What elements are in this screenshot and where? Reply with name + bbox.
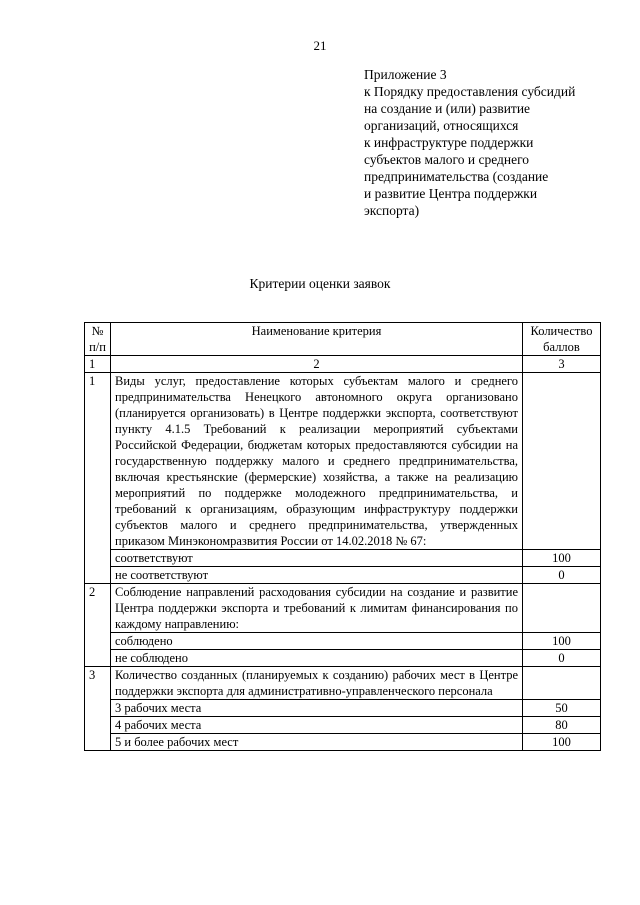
criterion-score-empty	[523, 667, 601, 700]
option-row	[85, 734, 601, 751]
col-number: 3	[523, 356, 601, 373]
criterion-text: Соблюдение направлений расходования субсидии на создание и развитие Центра поддержки экспорта и требований к лимитам финансирования по каждому направлению:	[111, 584, 523, 633]
criterion-num: 3	[85, 667, 111, 751]
option-label: соответствуют	[111, 550, 523, 567]
header-score-line: Количество	[530, 324, 593, 338]
option-score: 100	[523, 550, 601, 567]
criterion-num: 1	[85, 373, 111, 584]
option-score: 100	[523, 633, 601, 650]
criterion-row	[85, 584, 601, 633]
option-label: не соблюдено	[111, 650, 523, 667]
criterion-text: Виды услуг, предоставление которых субъектам малого и среднего предпринимательства Ненецкого автономного округа организовано (планируется организовать) в Центре поддержки экспорта, соответствуют пункту 4.1.5 Требований к реализации мероприятий субъектами Российской Федерации, бюджетам которых предоставляются субсидии на государственную поддержку малого и среднего предпринимательства, включая крестьянские (фермерские) хозяйства, а также на реализацию мероприятий по поддержке молодежного предпринимательства, и требований к организациям, образующим инфраструктуру поддержки субъектов малого и среднего предпринимательства, утвержденных приказом Минэкономразвития России от 14.02.2018 № 67:	[111, 373, 523, 550]
criterion-num: 2	[85, 584, 111, 667]
appendix-note	[364, 66, 604, 219]
document-title: Критерии оценки заявок	[249, 276, 391, 291]
appendix-line: предпринимательства (создание	[364, 169, 549, 184]
header-score	[523, 323, 601, 356]
column-number-row	[85, 356, 601, 373]
option-score: 0	[523, 650, 601, 667]
option-label: не соответствуют	[111, 567, 523, 584]
option-row	[85, 567, 601, 584]
option-label: 5 и более рабочих мест	[111, 734, 523, 751]
header-name: Наименование критерия	[111, 323, 523, 356]
option-score: 80	[523, 717, 601, 734]
criterion-text: Количество созданных (планируемых к созданию) рабочих мест в Центре поддержки экспорта для административно-управленческого персонала	[111, 667, 523, 700]
header-row	[85, 323, 601, 356]
appendix-line: к Порядку предоставления субсидий	[364, 84, 576, 99]
appendix-line: Приложение 3	[364, 67, 447, 82]
option-label: 3 рабочих места	[111, 700, 523, 717]
criterion-row	[85, 373, 601, 550]
appendix-line: и развитие Центра поддержки	[364, 186, 538, 201]
option-label: соблюдено	[111, 633, 523, 650]
appendix-line: на создание и (или) развитие	[364, 101, 531, 116]
criteria-table	[84, 322, 601, 751]
criterion-score-empty	[523, 584, 601, 633]
option-score: 100	[523, 734, 601, 751]
option-row	[85, 550, 601, 567]
criterion-row	[85, 667, 601, 700]
option-score: 0	[523, 567, 601, 584]
option-row	[85, 700, 601, 717]
page-number: 21	[313, 38, 327, 53]
appendix-line: экспорта)	[364, 203, 420, 218]
option-score: 50	[523, 700, 601, 717]
header-num	[85, 323, 111, 356]
option-row	[85, 650, 601, 667]
col-number: 1	[85, 356, 111, 373]
appendix-line: к инфраструктуре поддержки	[364, 135, 534, 150]
header-num-line: п/п	[89, 340, 106, 354]
col-number: 2	[111, 356, 523, 373]
appendix-line: субъектов малого и среднего	[364, 152, 530, 167]
header-num-line: №	[91, 324, 104, 338]
option-label: 4 рабочих места	[111, 717, 523, 734]
option-row	[85, 717, 601, 734]
option-row	[85, 633, 601, 650]
criterion-score-empty	[523, 373, 601, 550]
appendix-line: организаций, относящихся	[364, 118, 519, 133]
header-score-line: баллов	[543, 340, 580, 354]
